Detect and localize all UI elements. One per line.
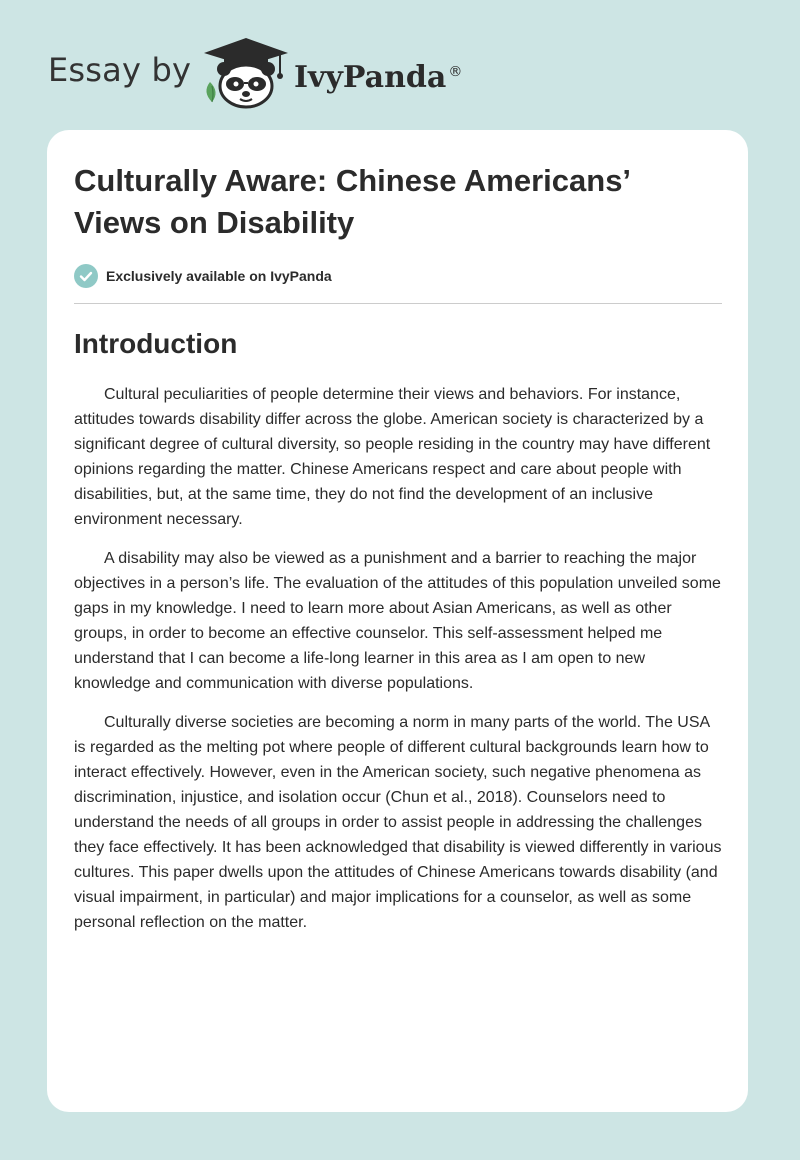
- checkmark-icon: [74, 264, 98, 288]
- page-title: Culturally Aware: Chinese Americans’ Views on Disability: [74, 163, 630, 240]
- panda-logo-icon[interactable]: [200, 36, 292, 110]
- exclusive-label: Exclusively available on IvyPanda: [106, 268, 332, 284]
- brand-name[interactable]: IvyPanda ®: [294, 60, 463, 95]
- registered-mark: ®: [448, 64, 463, 80]
- site-header: [0, 0, 800, 130]
- paragraph: Cultural peculiarities of people determine their views and behaviors. For instance, attitudes towards disability differ across the globe. American society is characterized by a significant degree of cultural diversity, so people residing in the country may have different opinions regarding the matter. Chinese Americans respect and care about people with disabilities, but, at the same time, they do not find the development of an inclusive environment necessary.: [74, 386, 711, 528]
- brand-prefix: Essay by: [48, 51, 192, 89]
- paragraph: Culturally diverse societies are becoming a norm in many parts of the world. The USA is regarded as the melting pot where people of different cultural backgrounds learn how to interact effectively. However, even in the American society, such negative phenomena as discrimination, injustice, and isolation occur (Chun et al., 2018). Counselors need to understand the needs of all groups in order to assist people in addressing the challenges they face effectively. It has been acknowledged that disability is viewed differently in various cultures. This paper dwells upon the attitudes of Chinese Americans towards disability (and visual impairment, in particular) and major implications for a counselor, as well as some personal reflection on the matter.: [74, 714, 722, 931]
- paragraph: A disability may also be viewed as a punishment and a barrier to reaching the major objectives in a person’s life. The evaluation of the attitudes of this population unveiled some gaps in my knowledge. I need to learn more about Asian Americans, as well as other groups, in order to become an effective counselor. This self-assessment helped me understand that I can become a life-long learner in this area as I am open to new knowledge and communication with diverse populations.: [74, 550, 721, 692]
- essay-body: [74, 382, 724, 949]
- section-heading: Introduction: [74, 328, 238, 359]
- essay-card: [47, 130, 748, 1112]
- divider: [74, 303, 722, 304]
- exclusive-badge: [74, 264, 332, 288]
